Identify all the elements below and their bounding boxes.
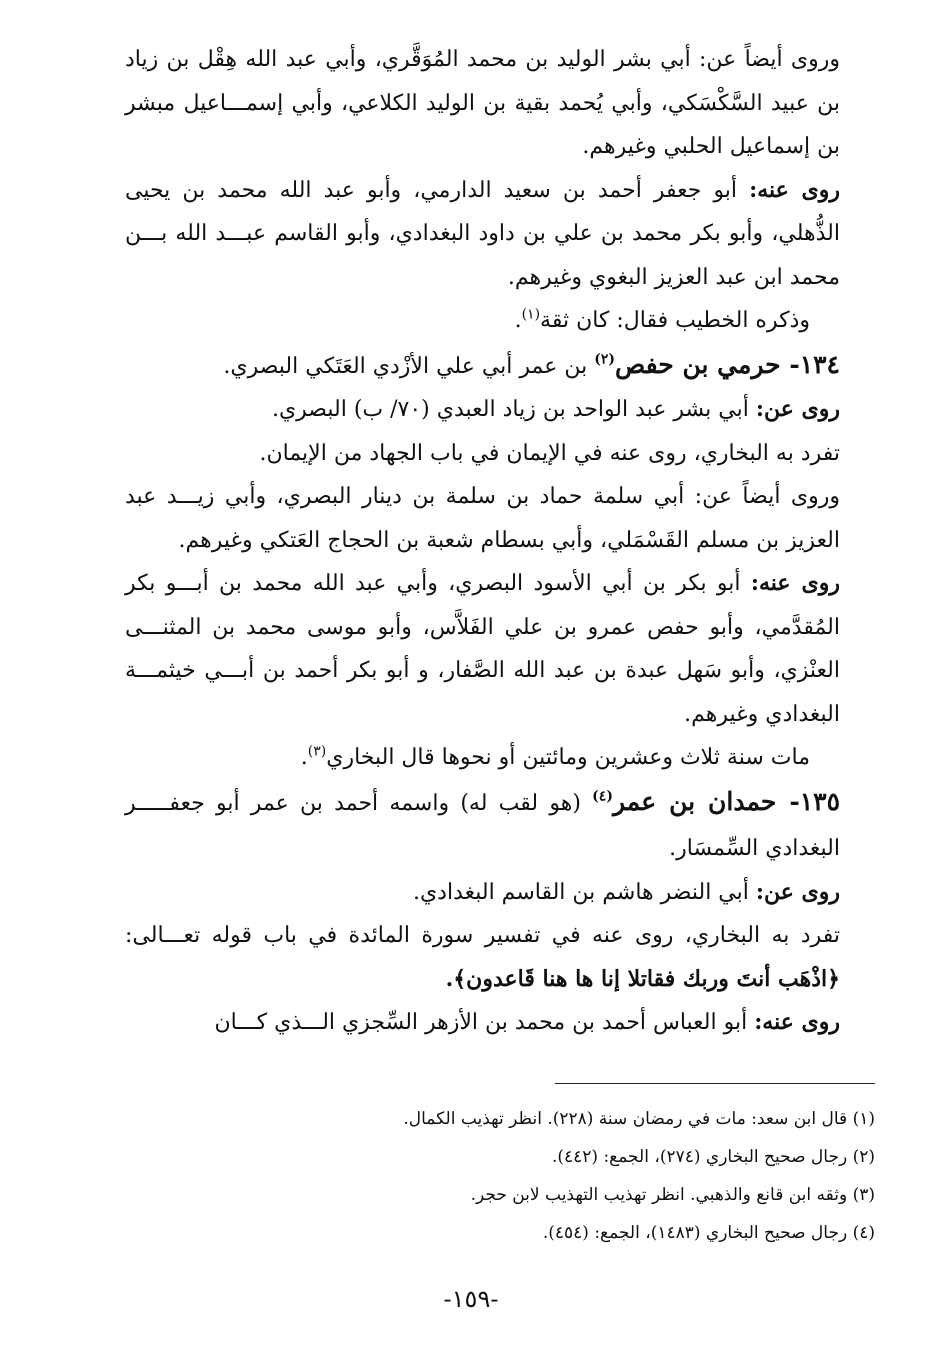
paragraph-death: مات سنة ثلاث وعشرين ومائتين أو نحوها قال البخاري$^{(٣)}$. — [300, 743, 810, 770]
entry-heading-134 — [125, 343, 870, 389]
paragraph-narrated-by-2 — [125, 562, 870, 736]
narrated-by-label: روى عنه: — [750, 570, 841, 596]
paragraph-unique-2 — [125, 914, 870, 1001]
paragraph-text: أبو العباس أحمد بن محمد بن الأزهر السِّجزي الـــذي كـــان — [214, 1010, 755, 1035]
footnote-ref-1: (١) — [521, 306, 541, 323]
narrated-from-label: روى عن: — [755, 878, 840, 905]
quran-verse: ﴿اذْهَب أنتَ وربك فقاتلا إنا ها هنا قَاعدون﴾. — [445, 965, 840, 992]
narrated-by-label: روى عنه: — [749, 176, 840, 203]
entry-title-rest: بن عمر أبي علي الأزْدي العَتَكي البصري. — [223, 353, 595, 379]
entry-heading-135 — [125, 780, 870, 871]
paragraph-narrated-also-2 — [125, 475, 870, 562]
entry-title-rest: (هو لقب له) واسمه أحمد بن عمر أبو جعفـــــر البغدادي السِّمسَار. — [125, 790, 840, 861]
paragraph-narrated-from-2 — [125, 871, 870, 915]
narrated-from-label: روى عن: — [755, 396, 840, 422]
footnote-1: (١) قال ابن سعد: مات في رمضان سنة (٢٢٨). انظر تهذيب الكمال. — [403, 1109, 875, 1129]
paragraph-narrated-by — [125, 169, 870, 300]
paragraph-text: وذكره الخطيب فقال: كان ثقة — [540, 308, 810, 333]
narrated-by-label: روى عنه: — [754, 1009, 840, 1035]
paragraph-narrated-also — [125, 38, 870, 169]
paragraph-text: أبي بشر عبد الواحد بن زياد العبدي (٧٠/ ب) البصري. — [271, 397, 756, 422]
footnotes — [125, 1100, 875, 1252]
paragraph-text: وروى أيضاً عن: أبي سلمة حماد بن سلمة بن دينار البصري، وأبي زيـــد عبد العزيز بن مسلم القَسْمَلي، وأبي بسطام شعبة بن الحجاج العَتكي وغيرهم. — [125, 484, 840, 553]
footnote-2: (٢) رجال صحيح البخاري (٢٧٤)، الجمع: (٤٤٢). — [551, 1147, 875, 1167]
footnote-ref-2: (٢) — [594, 351, 616, 368]
paragraph-unique — [125, 432, 870, 476]
paragraph-text: أبو جعفر أحمد بن سعيد الدارمي، وأبو عبد الله محمد بن يحيى الذُّهلي، وأبو بكر محمد بن علي بن داود البغدادي، وأبو القاسم عبـــد الله بـــن محمد ابن عبد العزيز البغوي وغيرهم. — [125, 177, 840, 290]
footnote-ref-4: (٤) — [592, 788, 613, 805]
entry-title: ١٣٥- حمدان بن عمر — [612, 786, 841, 816]
paragraph-text: أبو بكر بن أبي الأسود البصري، وأبي عبد الله محمد بن أبـــو بكر المُقدَّمي، وأبو حفص عمرو بن علي الفَلاَّس، وأبو موسى محمد بن المثنـــى العنْزي، وأبو سَهل عبدة بن عبد الله الصَّفار، و أبو بكر أحمد بن أبـــي خيثمـــة البغدادي وغيرهم. — [125, 571, 840, 727]
paragraph-narrated-by-3 — [125, 1001, 870, 1045]
paragraph-text: أبي النضر هاشم بن القاسم البغدادي. — [412, 879, 756, 905]
footnote-3: (٣) وثقه ابن قانع والذهبي. انظر تهذيب التهذيب لابن حجر. — [470, 1185, 875, 1205]
entry-title: ١٣٤- حرمي بن حفص — [615, 349, 840, 379]
footnote-4: (٤) رجال صحيح البخاري (١٤٨٣)، الجمع: (٤٥٤). — [542, 1223, 875, 1243]
footnote-divider — [555, 1083, 875, 1084]
paragraph-text: تفرد به البخاري، روى عنه في تفسير سورة المائدة في باب قوله تعـــالى: — [125, 923, 840, 948]
paragraph-text: تفرد به البخاري، روى عنه في الإيمان في باب الجهاد من الإيمان. — [259, 440, 840, 466]
main-text — [125, 38, 870, 1045]
paragraph-khatib: وذكره الخطيب فقال: كان ثقة$^{(١)}$. — [514, 306, 810, 333]
paragraph-text: مات سنة ثلاث وعشرين ومائتين أو نحوها قال البخاري — [326, 745, 810, 770]
page-number: -١٥٩- — [443, 1285, 499, 1313]
paragraph-narrated-from — [125, 388, 870, 432]
paragraph-text: وروى أيضاً عن: أبي بشر الوليد بن محمد المُوَقَّري، وأبي عبد الله هِقْل بن زياد بن عبيد السَّكْسَكي، وأبي يُحمد بقية بن الوليد الكلاعي، وأبي إسمـــاعيل مبشر بن إسماعيل الحلبي وغيرهم. — [125, 47, 840, 159]
footnote-ref-3: (٣) — [307, 743, 327, 760]
